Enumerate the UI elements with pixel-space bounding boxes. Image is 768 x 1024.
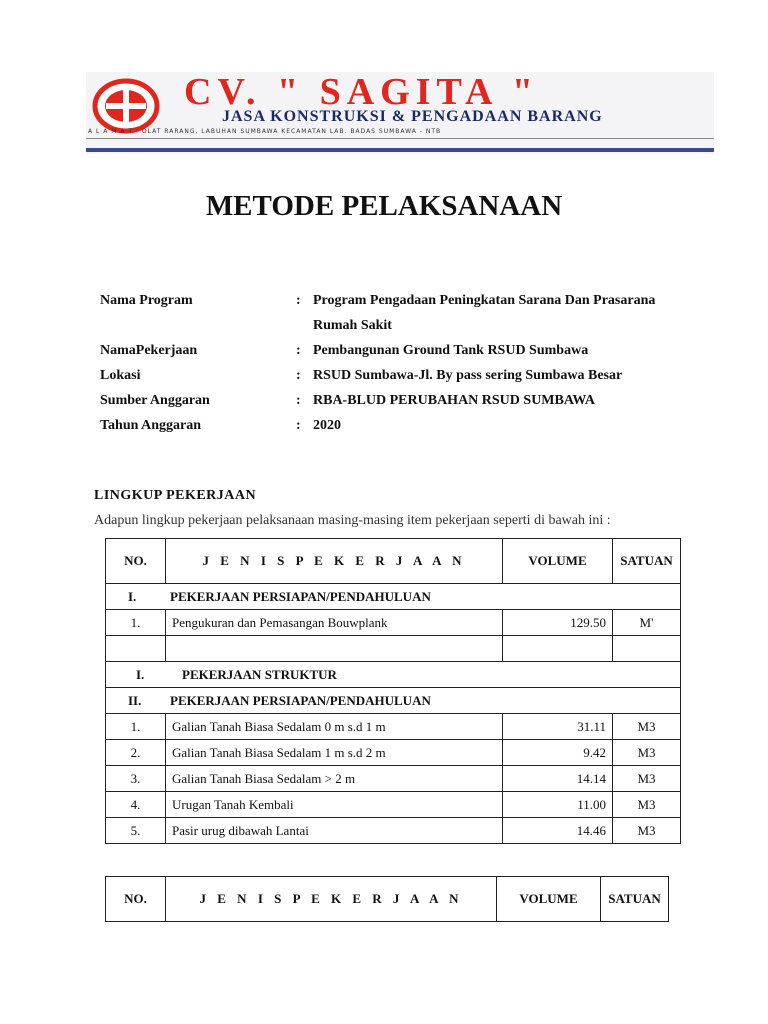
- item-volume: 31.11: [503, 714, 613, 740]
- item-unit: M3: [613, 740, 681, 766]
- work-table-continued: [105, 876, 669, 922]
- table-row: [106, 818, 681, 844]
- info-colon: :: [296, 393, 301, 408]
- info-value: 2020: [313, 418, 341, 433]
- item-no: 4.: [106, 792, 166, 818]
- table-row: [106, 740, 681, 766]
- item-volume: 14.14: [503, 766, 613, 792]
- header-no: NO.: [106, 539, 166, 584]
- project-info: [100, 288, 700, 438]
- info-row-pekerjaan: [100, 338, 700, 363]
- table-row: [106, 714, 681, 740]
- info-colon: :: [296, 418, 301, 433]
- item-job: Galian Tanah Biasa Sedalam 0 m s.d 1 m: [166, 714, 503, 740]
- item-job: Galian Tanah Biasa Sedalam 1 m s.d 2 m: [166, 740, 503, 766]
- item-job: Pengukuran dan Pemasangan Bouwplank: [166, 610, 503, 636]
- scope-intro: Adapun lingkup pekerjaan pelaksanaan masing-masing item pekerjaan seperti di bawah ini :: [94, 513, 611, 528]
- item-unit: M3: [613, 792, 681, 818]
- item-unit: M3: [613, 818, 681, 844]
- item-volume: 129.50: [503, 610, 613, 636]
- item-volume: 11.00: [503, 792, 613, 818]
- info-colon: :: [296, 293, 301, 308]
- header-unit: SATUAN: [613, 539, 681, 584]
- table-header-row: [106, 539, 681, 584]
- section-number: I.: [128, 589, 137, 604]
- item-no: 3.: [106, 766, 166, 792]
- item-no: 1.: [106, 610, 166, 636]
- header-job: J E N I S P E K E R J A A N: [166, 539, 503, 584]
- info-colon: :: [296, 368, 301, 383]
- item-unit: M': [613, 610, 681, 636]
- info-value: Program Pengadaan Peningkatan Sarana Dan Prasarana Rumah Sakit: [313, 293, 656, 333]
- info-value: Pembangunan Ground Tank RSUD Sumbawa: [313, 343, 589, 358]
- section-name: PEKERJAAN STRUKTUR: [182, 667, 337, 682]
- item-job: Urugan Tanah Kembali: [166, 792, 503, 818]
- item-no: 2.: [106, 740, 166, 766]
- table-header-row: [106, 877, 669, 922]
- section-number: I.: [136, 667, 145, 682]
- header-volume: VOLUME: [497, 877, 601, 922]
- table-row: [106, 766, 681, 792]
- letterhead-divider: [86, 138, 714, 139]
- item-job: Galian Tanah Biasa Sedalam > 2 m: [166, 766, 503, 792]
- info-label: Tahun Anggaran: [100, 418, 202, 433]
- header-unit: SATUAN: [601, 877, 669, 922]
- letterhead-divider-thick: [86, 148, 714, 152]
- company-name: CV. " SAGITA ": [184, 71, 539, 113]
- info-row-program: [100, 288, 700, 338]
- section-number: II.: [128, 693, 142, 708]
- section-row: [106, 662, 681, 688]
- info-row-lokasi: [100, 363, 700, 388]
- letterhead: [86, 72, 714, 154]
- item-volume: 14.46: [503, 818, 613, 844]
- header-volume: VOLUME: [503, 539, 613, 584]
- company-logo-icon: [92, 78, 160, 134]
- scope-heading: LINGKUP PEKERJAAN: [94, 488, 257, 503]
- section-name: PEKERJAAN PERSIAPAN/PENDAHULUAN: [170, 693, 431, 708]
- work-table: [105, 538, 681, 844]
- table-row: [106, 610, 681, 636]
- table-row-empty: [106, 636, 681, 662]
- info-row-sumber: [100, 388, 700, 413]
- header-job: J E N I S P E K E R J A A N: [166, 877, 497, 922]
- info-label: NamaPekerjaan: [100, 343, 198, 358]
- document-title: METODE PELAKSANAAN: [205, 190, 563, 222]
- item-no: 5.: [106, 818, 166, 844]
- info-label: Lokasi: [100, 368, 141, 383]
- section-row: [106, 688, 681, 714]
- company-tagline: JASA KONSTRUKSI & PENGADAAN BARANG: [222, 108, 603, 125]
- item-unit: M3: [613, 766, 681, 792]
- company-address: A L A M A T : OLAT RARANG, LABUHAN SUMBAWA KECAMATAN LAB. BADAS SUMBAWA - NTB: [88, 128, 442, 135]
- item-unit: M3: [613, 714, 681, 740]
- item-job: Pasir urug dibawah Lantai: [166, 818, 503, 844]
- section-name: PEKERJAAN PERSIAPAN/PENDAHULUAN: [170, 589, 431, 604]
- header-no: NO.: [106, 877, 166, 922]
- section-row: [106, 584, 681, 610]
- item-volume: 9.42: [503, 740, 613, 766]
- info-row-tahun: [100, 413, 700, 438]
- info-colon: :: [296, 343, 301, 358]
- info-value: RSUD Sumbawa-Jl. By pass sering Sumbawa Besar: [313, 368, 623, 383]
- info-label: Nama Program: [100, 293, 193, 308]
- info-value: RBA-BLUD PERUBAHAN RSUD SUMBAWA: [313, 393, 595, 408]
- info-label: Sumber Anggaran: [100, 393, 210, 408]
- item-no: 1.: [106, 714, 166, 740]
- table-row: [106, 792, 681, 818]
